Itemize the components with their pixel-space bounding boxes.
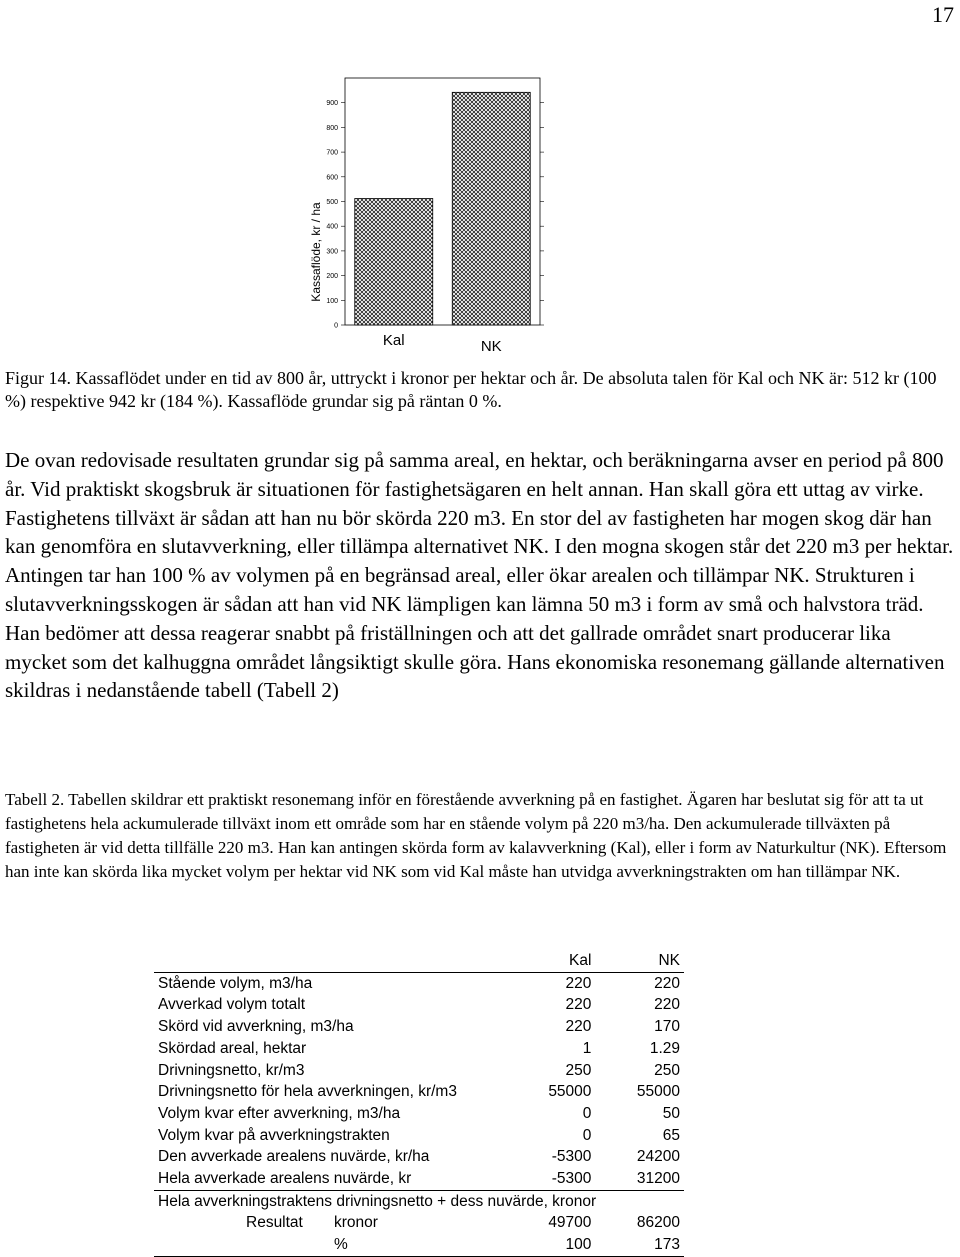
table-cell-kal: -5300 bbox=[551, 1170, 592, 1188]
table-header-kal: Kal bbox=[520, 950, 595, 972]
table-row bbox=[154, 994, 684, 1016]
table-cell-label: Volym kvar efter avverkning, m3/ha bbox=[158, 1104, 401, 1122]
table-row bbox=[154, 1060, 684, 1082]
table-result-kal: 49700 bbox=[548, 1214, 592, 1232]
table-cell-nk: 250 bbox=[654, 1061, 680, 1079]
table-cell-kal: 1 bbox=[582, 1039, 592, 1057]
y-axis-label: Kassaflöde, kr / ha bbox=[309, 202, 323, 302]
table-row bbox=[154, 972, 684, 994]
results-table bbox=[154, 950, 684, 1257]
result-label: Resultat bbox=[246, 1214, 303, 1232]
y-tick-label: 900 bbox=[326, 100, 338, 108]
table-span-row bbox=[154, 1190, 684, 1212]
result-unit: % bbox=[334, 1236, 348, 1254]
table-row bbox=[154, 1081, 684, 1103]
table-cell-label: Den avverkade arealens nuvärde, kr/ha bbox=[158, 1148, 430, 1166]
table-header-blank bbox=[154, 950, 520, 972]
category-label: Kal bbox=[382, 332, 405, 349]
figure-caption: Figur 14. Kassaflödet under en tid av 800 år, uttryckt i kronor per hektar och år. De absoluta talen för Kal och NK är: 512 kr (100 %) respektive 942 kr (184 %). Kassaflöde grundar sig på räntan 0 %. bbox=[5, 368, 937, 411]
table-cell-nk: 1.29 bbox=[649, 1039, 680, 1057]
category-labels bbox=[383, 332, 502, 355]
table-cell-nk: 31200 bbox=[636, 1170, 680, 1188]
table-cell-kal: -5300 bbox=[551, 1148, 592, 1166]
y-tick-label: 400 bbox=[326, 223, 338, 231]
table-cell-kal: 55000 bbox=[548, 1083, 592, 1101]
table-row bbox=[154, 1038, 684, 1060]
table-cell-kal: 250 bbox=[565, 1061, 592, 1079]
y-tick-label: 200 bbox=[326, 273, 338, 281]
table-row bbox=[154, 1168, 684, 1190]
bars bbox=[355, 92, 531, 325]
table-cell-label: Avverkad volym totalt bbox=[158, 996, 306, 1014]
table-span-label: Hela avverkningstraktens drivningsnetto + dess nuvärde, kronor bbox=[154, 1190, 684, 1212]
page-number: 17 bbox=[932, 2, 954, 27]
table-cell-nk: 50 bbox=[662, 1104, 680, 1122]
table-cell-kal: 220 bbox=[565, 996, 592, 1014]
table-result-kal: 100 bbox=[520, 1234, 595, 1256]
table-cell-nk: 24200 bbox=[636, 1148, 680, 1166]
table-cell-label: Volym kvar på avverkningstrakten bbox=[158, 1126, 390, 1144]
table-cell-label: Drivningsnetto, kr/m3 bbox=[158, 1061, 305, 1079]
table-cell-label: Stående volym, m3/ha bbox=[158, 974, 313, 992]
table-result-row bbox=[154, 1212, 684, 1234]
table-header-nk: NK bbox=[595, 950, 684, 972]
table-cell-nk: 170 bbox=[654, 1018, 680, 1036]
table-cell-kal: 220 bbox=[565, 974, 592, 992]
table-result-label-cell bbox=[154, 1234, 520, 1256]
table-row bbox=[154, 1146, 684, 1168]
table-caption: Tabell 2. Tabellen skildrar ett praktiskt resonemang inför en förestående avverkning på en fastighet. Ägaren har beslutat sig för att ta ut fastighetens hela ackumulerade tillväxt inom ett område som har en stående volym på 220 m3/ha. Den ackumulerade tillväxten på fastigheten är vid detta tillfälle 220 m3. Han kan antingen skörda form av kalavverkning (Kal), eller i form av Naturkultur (NK). Eftersom han inte kan skörda lika mycket volym per hektar vid NK som vid Kal måste han utvidga avverkningstrakten om han tillämpar NK. bbox=[5, 790, 947, 881]
table-cell-label: Hela avverkade arealens nuvärde, kr bbox=[158, 1170, 412, 1188]
bar-kal bbox=[355, 199, 433, 325]
table-row bbox=[154, 1016, 684, 1038]
y-tick-label: 600 bbox=[326, 174, 338, 182]
table-result-label-cell bbox=[154, 1212, 520, 1234]
result-unit: kronor bbox=[334, 1214, 378, 1232]
table-cell-nk: 220 bbox=[654, 974, 680, 992]
y-tick-label: 800 bbox=[326, 124, 338, 132]
table-cell-nk: 220 bbox=[654, 996, 680, 1014]
bar-chart bbox=[300, 70, 560, 355]
y-tick-label: 500 bbox=[326, 199, 338, 206]
bar-nk bbox=[452, 92, 530, 325]
table-result-row bbox=[154, 1234, 684, 1256]
table-cell-kal: 220 bbox=[565, 1018, 592, 1036]
table-result-nk: 173 bbox=[595, 1234, 684, 1256]
table-cell-label: Skördad areal, hektar bbox=[158, 1039, 307, 1057]
table-row bbox=[154, 1125, 684, 1147]
table-row bbox=[154, 1103, 684, 1125]
category-label: NK bbox=[480, 338, 502, 355]
table-header-row bbox=[154, 950, 684, 972]
y-tick-label: 0 bbox=[334, 322, 338, 330]
body-paragraph: De ovan redovisade resultaten grundar sig på samma areal, en hektar, och beräkningarna avser en period på 800 år. Vid praktiskt skogsbruk är situationen för fastighetsägaren en helt annan. Han skall göra ett uttag av virke. Fastighetens tillväxt är sådan att han nu bör skörda 220 m3. En stor del av fastigheten har mogen skog där han kan genomföra en slutavverkning, eller tillämpa alternativet NK. I den mogna skogen står det 220 m3 per hektar. Antingen tar han 100 % av volymen på en begränsad areal, eller ökar arealen och tillämpar NK. Strukturen i slutavverkningsskogen är sådan att han vid NK lämpligen kan lämna 50 m3 i form av små och halvstora träd. Han bedömer att dessa reagerar snabbt på friställningen och att det gallrade området snart producerar lika mycket som det kalhuggna området långsiktigt skulle göra. Hans ekonomiska resonemang gällande alternativen skildras i nedanstående tabell (Tabell 2) bbox=[5, 448, 954, 703]
table-cell-label: Skörd vid avverkning, m3/ha bbox=[158, 1018, 354, 1036]
y-tick-label: 100 bbox=[326, 297, 338, 305]
y-tick-label: 300 bbox=[326, 248, 338, 256]
table-cell-nk: 55000 bbox=[636, 1083, 680, 1101]
table-cell-label: Drivningsnetto för hela avverkningen, kr/m3 bbox=[158, 1083, 457, 1101]
table-cell-nk: 65 bbox=[662, 1126, 680, 1144]
table-result-nk: 86200 bbox=[636, 1214, 680, 1232]
y-tick-label: 700 bbox=[326, 149, 338, 157]
table-cell-kal: 0 bbox=[582, 1126, 592, 1144]
table-cell-kal: 0 bbox=[582, 1104, 592, 1122]
